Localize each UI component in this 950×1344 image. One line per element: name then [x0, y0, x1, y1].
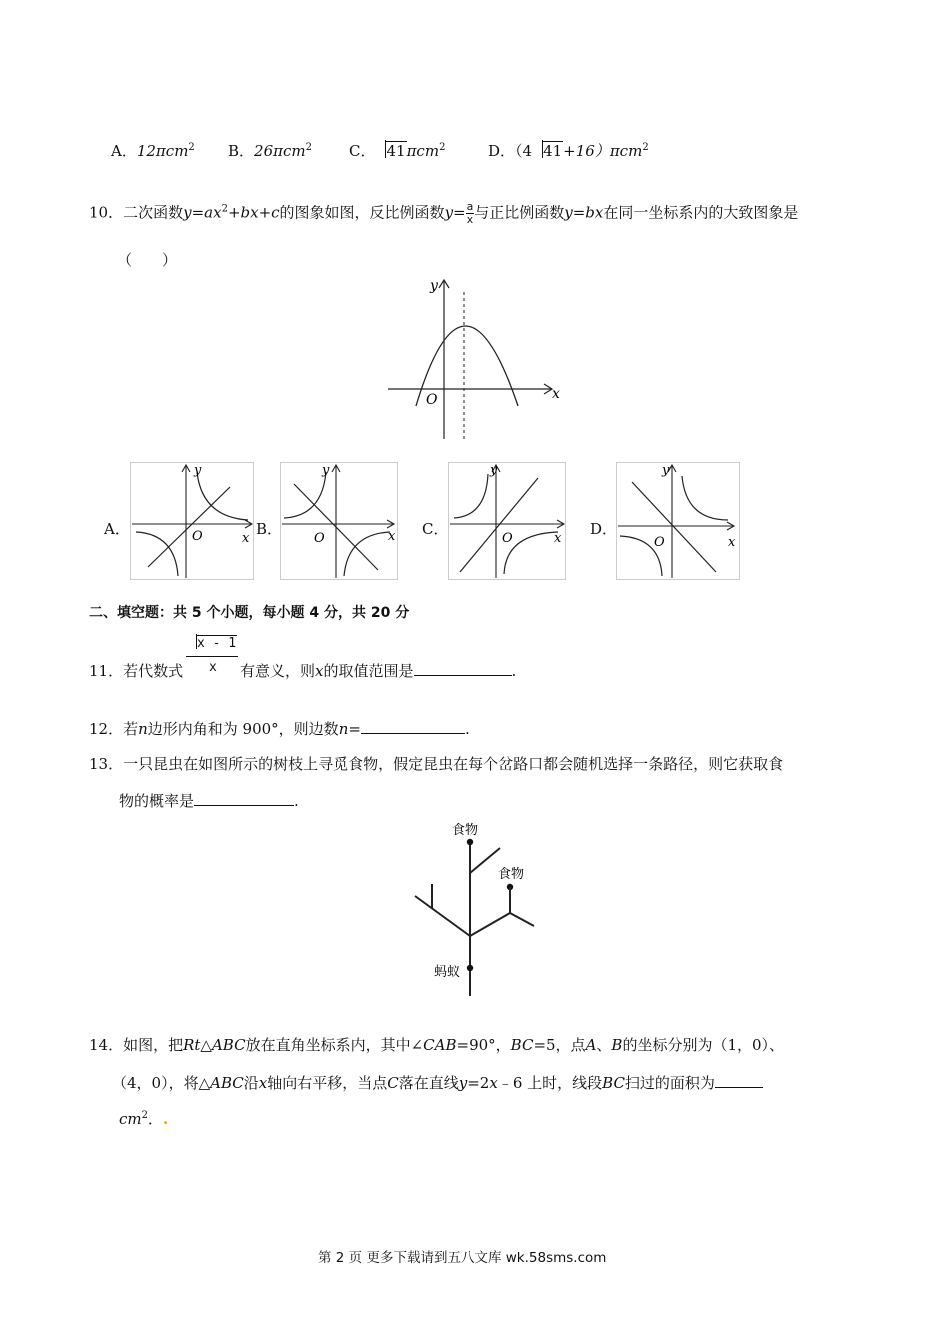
y-label: y	[430, 278, 438, 294]
line-graph	[632, 482, 716, 572]
q10-option-b-label: B．	[256, 520, 283, 538]
y-label: y	[322, 463, 330, 478]
branch-left	[415, 896, 470, 936]
hyperbola-branch-1	[197, 472, 248, 520]
ant-point	[467, 965, 473, 971]
page-footer: 第 2 页 更多下载请到五八文库 wk.58sms.com	[318, 1250, 607, 1266]
q13-tree-figure	[410, 818, 538, 998]
hyperbola-branch-1	[454, 474, 488, 518]
q9-option-d: D．（4 41+16）πcm$^2$	[488, 142, 649, 160]
y-label: y	[194, 463, 202, 478]
q11-denominator: x	[209, 660, 217, 675]
graph-frame	[449, 463, 566, 580]
graph-frame	[131, 463, 254, 580]
hyperbola-branch-2	[136, 532, 178, 576]
q12-text: 12．若n边形内角和为 900°，则边数n= .	[89, 720, 470, 738]
q10-answer-paren: （ ）	[117, 251, 178, 269]
x-label: x	[242, 531, 250, 546]
graph-frame	[281, 463, 398, 580]
branch-right	[470, 913, 510, 936]
food-top-point	[467, 839, 473, 845]
q13-answer-blank[interactable]	[194, 791, 294, 806]
line-graph	[148, 487, 230, 567]
x-label: x	[388, 529, 396, 544]
branch-upper-right	[470, 848, 500, 873]
q14-line-1: 14．如图，把Rt△ABC放在直角坐标系内，其中∠CAB=90°，BC=5，点A、B的坐标分别为（1，0）、	[89, 1036, 785, 1054]
q11-fraction-bar	[186, 656, 238, 657]
hyperbola-branch-1	[682, 476, 728, 520]
line-graph	[460, 478, 538, 572]
hyperbola-branch-2	[344, 532, 390, 576]
ant-label: 蚂蚁	[434, 965, 461, 980]
origin-label: O	[314, 531, 325, 546]
origin-label: O	[502, 531, 513, 546]
origin-label: O	[426, 392, 438, 408]
q10-option-a-label: A．	[104, 520, 130, 538]
origin-label: O	[192, 529, 203, 544]
q14-line-3: $cm^2$．.	[119, 1110, 169, 1128]
q9-option-b: B．26πcm$^2$	[228, 142, 312, 160]
q9-option-a: A．12πcm$^2$	[111, 142, 195, 160]
q10-option-c-graph	[448, 462, 566, 580]
q10-option-d-graph	[616, 462, 740, 580]
graph-frame	[617, 463, 740, 580]
branch-right-twig	[510, 913, 534, 926]
q9-option-c: C． 41πcm$^2$	[349, 142, 446, 160]
q11-expression: x - 1	[186, 636, 237, 651]
q10-option-a-graph	[130, 462, 254, 580]
food-label-right: 食物	[498, 867, 525, 882]
q11-number-and-text: 11．若代数式	[89, 662, 184, 680]
q13-line-1: 13．一只昆虫在如图所示的树枝上寻觅食物，假定昆虫在每个岔路口都会随机选择一条路径，则它获取食	[89, 755, 784, 773]
q12-answer-blank[interactable]	[361, 719, 465, 734]
x-label: x	[728, 535, 736, 550]
q14-answer-blank[interactable]	[715, 1073, 763, 1088]
q10-option-c-label: C．	[422, 520, 449, 538]
q14-line-2: （4，0），将△ABC沿x轴向右平移，当点C落在直线y=2x﹣6 上时，线段BC扫过的面积为	[112, 1072, 763, 1093]
q10-stem: 10．二次函数$y=ax^2+bx+c$的图象如图，反比例函数y= $\frac{a}{x}$ 与正比例函数y=bx在同一坐标系内的大致图象是	[89, 200, 799, 226]
q13-line-2: 物的概率是 .	[119, 792, 299, 810]
section-2-heading: 二、填空题：共 5 个小题，每小题 4 分，共 20 分	[89, 605, 410, 621]
y-label: y	[662, 463, 670, 478]
y-label: y	[490, 463, 498, 478]
q10-parabola-graph	[388, 276, 564, 440]
q10-option-b-graph	[280, 462, 398, 580]
q11-text: 有意义，则x的取值范围是 .	[240, 662, 517, 680]
x-label: x	[554, 531, 562, 546]
origin-label: O	[654, 535, 665, 550]
q11-answer-blank[interactable]	[414, 661, 512, 676]
food-label-top: 食物	[452, 823, 479, 838]
x-label: x	[552, 386, 560, 402]
q10-option-d-label: D．	[590, 520, 618, 538]
